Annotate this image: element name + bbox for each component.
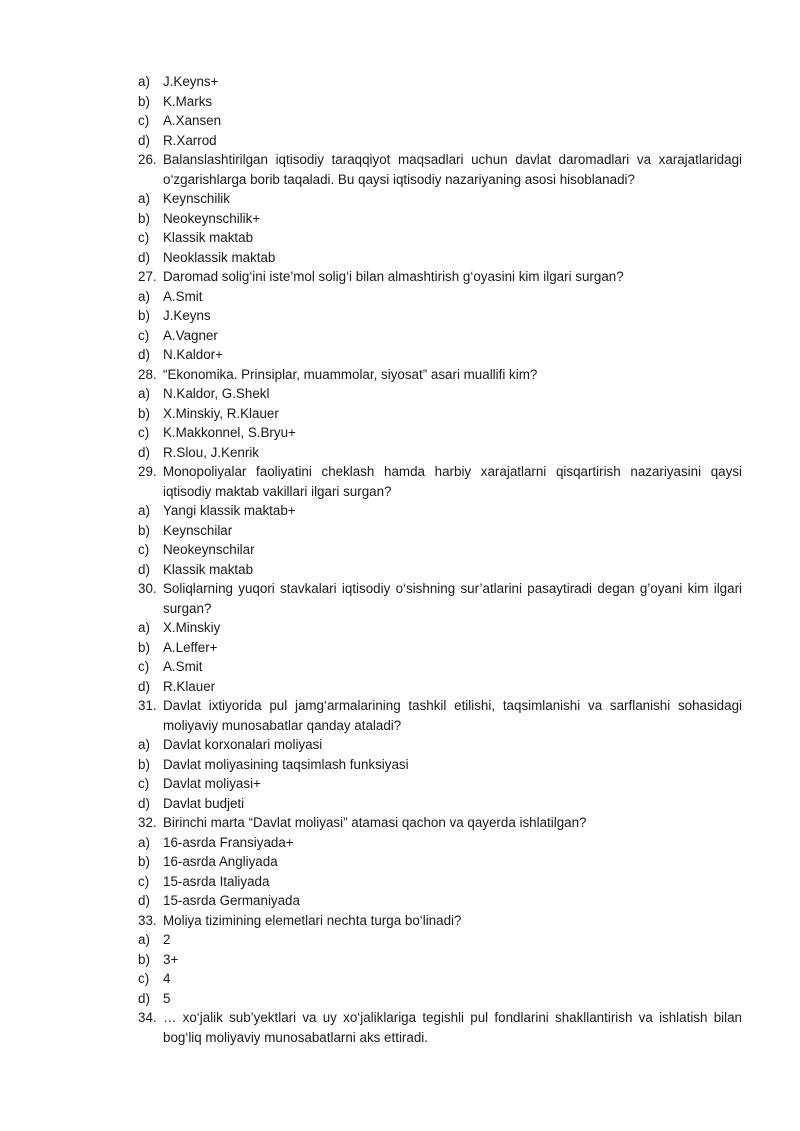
question-list: [138, 72, 742, 1047]
option-letter: b): [138, 308, 150, 323]
option-letter: a): [138, 834, 150, 850]
answer-option: [138, 735, 742, 755]
option-letter: a): [138, 288, 150, 304]
option-letter: a): [138, 932, 150, 947]
answer-option: [138, 638, 742, 658]
option-letter: b): [138, 854, 150, 869]
option-text: 16-asrda Fransiyada+: [163, 834, 294, 850]
option-letter: d): [138, 893, 150, 908]
option-text: 2: [163, 932, 171, 947]
option-text: 5: [163, 990, 171, 1006]
option-letter: a): [138, 191, 150, 206]
option-text: N.Kaldor+: [163, 347, 223, 362]
option-text: Davlat moliyasi+: [163, 776, 261, 791]
option-text: Klassik maktab: [163, 561, 254, 577]
option-text: 4: [163, 971, 171, 986]
question-text: Birinchi marta “Davlat moliyasi” atamasi qachon va qayerda ishlatilgan?: [163, 815, 587, 830]
option-letter: d): [138, 249, 150, 265]
answer-option: [138, 404, 742, 424]
option-text: Yangi klassik maktab+: [163, 503, 296, 518]
answer-option: [138, 989, 742, 1009]
option-letter: b): [138, 756, 150, 772]
option-letter: b): [138, 210, 150, 226]
answer-option: [138, 345, 742, 365]
option-letter: a): [138, 620, 150, 635]
option-letter: a): [138, 74, 150, 89]
answer-option: [138, 209, 742, 229]
answer-option: [138, 891, 742, 911]
option-letter: c): [138, 113, 150, 128]
answer-option: [138, 794, 742, 814]
option-text: A.Vagner: [163, 327, 218, 343]
option-text: A.Smit: [163, 288, 203, 304]
question: [138, 911, 742, 931]
option-letter: d): [138, 990, 150, 1006]
answer-option: [138, 950, 742, 970]
option-letter: c): [138, 327, 150, 343]
option-text: 3+: [163, 951, 179, 967]
option-text: Klassik maktab: [163, 230, 254, 245]
question: [138, 813, 742, 833]
question-text: Moliya tizimining elemetlari nechta turga bo‘linadi?: [163, 912, 462, 928]
answer-option: [138, 501, 742, 521]
question: [138, 462, 742, 501]
answer-option: [138, 111, 742, 131]
option-letter: c): [138, 425, 150, 440]
answer-option: [138, 677, 742, 697]
answer-option: [138, 248, 742, 268]
question-number: 34.: [138, 1010, 157, 1025]
question-text: Balanslashtirilgan iqtisodiy taraqqiyot maqsadlari uchun davlat daromadlari va xarajatlaridagi o‘zgarishlarga borib taqaladi. Bu qaysi iqtisodiy nazariyaning asosi hisoblanadi?: [163, 152, 742, 187]
option-letter: b): [138, 522, 150, 538]
option-text: Keynschilar: [163, 522, 233, 538]
answer-option: [138, 423, 742, 443]
option-text: A.Xansen: [163, 113, 222, 128]
answer-option: [138, 930, 742, 950]
option-text: Neokeynschilar: [163, 542, 255, 557]
option-text: N.Kaldor, G.Shekl: [163, 386, 270, 401]
question: [138, 696, 742, 735]
answer-option: [138, 306, 742, 326]
option-letter: c): [138, 776, 150, 791]
option-letter: d): [138, 132, 150, 148]
option-text: 15-asrda Italiyada: [163, 873, 270, 889]
question-number: 26.: [138, 152, 157, 167]
option-text: K.Makkonnel, S.Bryu+: [163, 425, 296, 440]
answer-option: [138, 833, 742, 853]
option-text: J.Keyns+: [163, 74, 219, 89]
question-number: 27.: [138, 269, 157, 284]
option-letter: d): [138, 444, 150, 460]
question: [138, 267, 742, 287]
question-number: 32.: [138, 815, 157, 830]
answer-option: [138, 774, 742, 794]
option-letter: b): [138, 951, 150, 967]
answer-option: [138, 852, 742, 872]
option-letter: c): [138, 230, 150, 245]
question-text: Davlat ixtiyorida pul jamg‘armalarining tashkil etilishi, taqsimlanishi va sarflanishi sohasidagi moliyaviy munosabatlar qanday ataladi?: [163, 698, 742, 733]
option-letter: c): [138, 659, 150, 674]
option-text: K.Marks: [163, 93, 213, 109]
option-letter: d): [138, 347, 150, 362]
question-number: 30.: [138, 581, 157, 596]
option-text: Davlat korxonalari moliyasi: [163, 737, 323, 752]
option-letter: b): [138, 405, 150, 421]
option-text: Keynschilik: [163, 191, 230, 206]
answer-option: [138, 92, 742, 112]
option-letter: b): [138, 639, 150, 655]
question-text: “Ekonomika. Prinsiplar, muammolar, siyosat” asari muallifi kim?: [163, 366, 538, 382]
option-text: R.Slou, J.Kenrik: [163, 444, 260, 460]
answer-option: [138, 755, 742, 775]
option-letter: b): [138, 93, 150, 109]
option-letter: c): [138, 873, 150, 889]
option-text: Davlat moliyasining taqsimlash funksiyasi: [163, 756, 409, 772]
option-text: 15-asrda Germaniyada: [163, 893, 300, 908]
option-text: R.Klauer: [163, 678, 216, 694]
question-text: Monopoliyalar faoliyatini cheklash hamda harbiy xarajatlarni qisqartirish nazariyasini qaysi iqtisodiy maktab vakillari ilgari surgan?: [163, 464, 742, 499]
option-text: Neoklassik maktab: [163, 249, 276, 265]
question: [138, 1008, 742, 1047]
answer-option: [138, 384, 742, 404]
option-text: R.Xarrod: [163, 132, 217, 148]
question-text: Soliqlarning yuqori stavkalari iqtisodiy o‘sishning sur’atlarini pasaytiradi degan g’oyani kim ilgari surgan?: [163, 581, 742, 616]
option-text: Davlat budjeti: [163, 795, 245, 811]
option-text: X.Minskiy, R.Klauer: [163, 405, 279, 421]
answer-option: [138, 521, 742, 541]
option-text: J.Keyns: [163, 308, 211, 323]
answer-option: [138, 540, 742, 560]
option-letter: a): [138, 503, 150, 518]
option-text: X.Minskiy: [163, 620, 221, 635]
answer-option: [138, 443, 742, 463]
option-text: 16-asrda Angliyada: [163, 854, 278, 869]
question: [138, 579, 742, 618]
question-text: Daromad solig‘ini iste’mol solig‘i bilan almashtirish g‘oyasini kim ilgari surgan?: [163, 269, 624, 284]
question-number: 29.: [138, 464, 157, 479]
option-text: A.Smit: [163, 659, 203, 674]
question-number: 28.: [138, 366, 157, 382]
answer-option: [138, 560, 742, 580]
question-number: 33.: [138, 912, 157, 928]
option-letter: d): [138, 795, 150, 811]
option-letter: a): [138, 386, 150, 401]
answer-option: [138, 657, 742, 677]
answer-option: [138, 969, 742, 989]
question-text: … xo‘jalik sub’yektlari va uy xo‘jaliklariga tegishli pul fondlarini shakllantirish va ishlatish bilan bog‘liq moliyaviy munosabatlarni aks ettiradi.: [163, 1010, 742, 1045]
answer-option: [138, 189, 742, 209]
answer-option: [138, 618, 742, 638]
question-number: 31.: [138, 698, 157, 713]
question: [138, 365, 742, 385]
option-text: A.Leffer+: [163, 639, 218, 655]
option-letter: c): [138, 971, 150, 986]
option-letter: c): [138, 542, 150, 557]
answer-option: [138, 72, 742, 92]
answer-option: [138, 287, 742, 307]
answer-option: [138, 872, 742, 892]
option-letter: d): [138, 678, 150, 694]
question: [138, 150, 742, 189]
option-letter: a): [138, 737, 150, 752]
option-text: Neokeynschilik+: [163, 210, 261, 226]
option-letter: d): [138, 561, 150, 577]
answer-option: [138, 326, 742, 346]
answer-option: [138, 228, 742, 248]
answer-option: [138, 131, 742, 151]
